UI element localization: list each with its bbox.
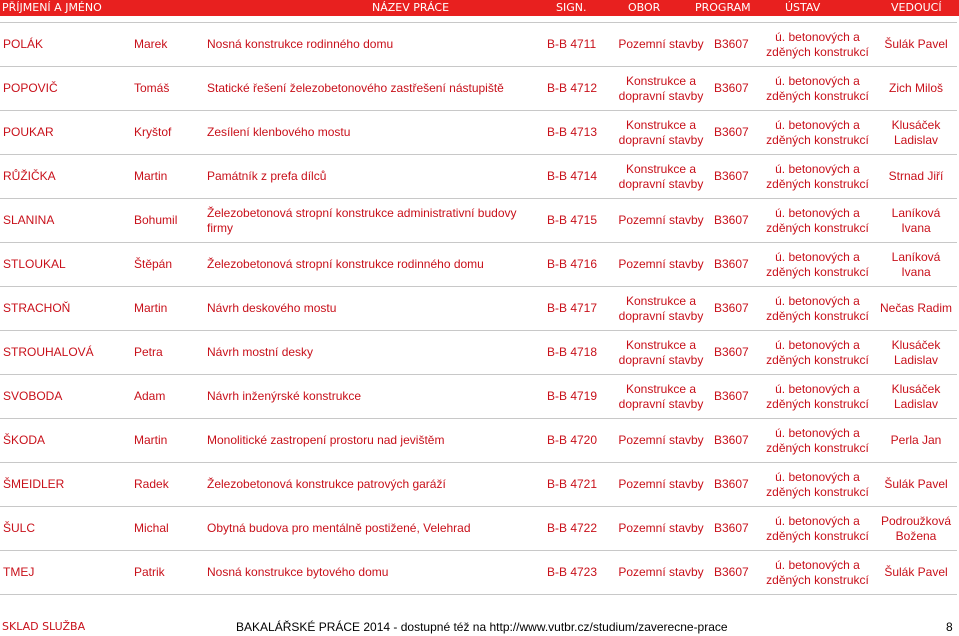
institute-cell: ú. betonových a zděných konstrukcí <box>760 551 874 595</box>
program-cell: B3607 <box>711 155 760 199</box>
header-name: PŘÍJMENÍ A JMÉNO <box>2 1 102 14</box>
header-field: OBOR <box>628 1 661 14</box>
sign-cell: B-B 4714 <box>544 155 610 199</box>
field-cell: Konstrukce a dopravní stavby <box>610 375 711 419</box>
sign-cell: B-B 4719 <box>544 375 610 419</box>
thesis-table <box>0 22 957 595</box>
institute-cell: ú. betonových a zděných konstrukcí <box>760 155 874 199</box>
field-cell: Konstrukce a dopravní stavby <box>610 155 711 199</box>
name-cell: Štěpán <box>131 243 204 287</box>
program-cell: B3607 <box>711 375 760 419</box>
name-cell: Adam <box>131 375 204 419</box>
field-cell: Pozemní stavby <box>610 419 711 463</box>
field-cell: Pozemní stavby <box>610 243 711 287</box>
institute-cell: ú. betonových a zděných konstrukcí <box>760 419 874 463</box>
header-program: PROGRAM <box>695 1 751 14</box>
program-cell: B3607 <box>711 287 760 331</box>
header-institute: ÚSTAV <box>785 1 821 14</box>
name-cell: Tomáš <box>131 67 204 111</box>
table-row <box>0 375 957 419</box>
institute-cell: ú. betonových a zděných konstrukcí <box>760 507 874 551</box>
program-cell: B3607 <box>711 507 760 551</box>
institute-cell: ú. betonových a zděných konstrukcí <box>760 199 874 243</box>
table-row <box>0 419 957 463</box>
institute-cell: ú. betonových a zděných konstrukcí <box>760 331 874 375</box>
surname-cell: RŮŽIČKA <box>0 155 131 199</box>
field-cell: Konstrukce a dopravní stavby <box>610 111 711 155</box>
institute-cell: ú. betonových a zděných konstrukcí <box>760 23 874 67</box>
supervisor-cell: Klusáček Ladislav <box>874 375 957 419</box>
surname-cell: STROUHALOVÁ <box>0 331 131 375</box>
name-cell: Bohumil <box>131 199 204 243</box>
table-row <box>0 199 957 243</box>
institute-cell: ú. betonových a zděných konstrukcí <box>760 463 874 507</box>
supervisor-cell: Nečas Radim <box>874 287 957 331</box>
sign-cell: B-B 4722 <box>544 507 610 551</box>
page-number: 8 <box>946 620 953 634</box>
program-cell: B3607 <box>711 463 760 507</box>
table-row <box>0 463 957 507</box>
surname-cell: SLANINA <box>0 199 131 243</box>
name-cell: Martin <box>131 287 204 331</box>
footer-left: SKLAD SLUŽBA <box>2 620 86 633</box>
title-cell: Zesílení klenbového mostu <box>204 111 544 155</box>
title-cell: Návrh mostní desky <box>204 331 544 375</box>
institute-cell: ú. betonových a zděných konstrukcí <box>760 287 874 331</box>
sign-cell: B-B 4712 <box>544 67 610 111</box>
table-row <box>0 155 957 199</box>
table-row <box>0 331 957 375</box>
footer-center: BAKALÁŘSKÉ PRÁCE 2014 - dostupné též na http://www.vutbr.cz/studium/zaverecne-prace <box>236 620 728 634</box>
title-cell: Železobetonová stropní konstrukce rodinného domu <box>204 243 544 287</box>
field-cell: Konstrukce a dopravní stavby <box>610 67 711 111</box>
title-cell: Statické řešení železobetonového zastřešení nástupiště <box>204 67 544 111</box>
title-cell: Návrh inženýrské konstrukce <box>204 375 544 419</box>
surname-cell: POLÁK <box>0 23 131 67</box>
sign-cell: B-B 4716 <box>544 243 610 287</box>
supervisor-cell: Laníková Ivana <box>874 243 957 287</box>
program-cell: B3607 <box>711 551 760 595</box>
surname-cell: TMEJ <box>0 551 131 595</box>
column-header-bar <box>0 0 959 16</box>
title-cell: Železobetonová konstrukce patrových garáží <box>204 463 544 507</box>
supervisor-cell: Šulák Pavel <box>874 551 957 595</box>
sign-cell: B-B 4720 <box>544 419 610 463</box>
supervisor-cell: Zich Miloš <box>874 67 957 111</box>
surname-cell: SVOBODA <box>0 375 131 419</box>
surname-cell: ŠMEIDLER <box>0 463 131 507</box>
sign-cell: B-B 4718 <box>544 331 610 375</box>
supervisor-cell: Laníková Ivana <box>874 199 957 243</box>
sign-cell: B-B 4723 <box>544 551 610 595</box>
program-cell: B3607 <box>711 419 760 463</box>
supervisor-cell: Strnad Jiří <box>874 155 957 199</box>
supervisor-cell: Klusáček Ladislav <box>874 111 957 155</box>
table-row <box>0 287 957 331</box>
table-row <box>0 551 957 595</box>
name-cell: Michal <box>131 507 204 551</box>
field-cell: Pozemní stavby <box>610 23 711 67</box>
name-cell: Marek <box>131 23 204 67</box>
title-cell: Návrh deskového mostu <box>204 287 544 331</box>
table-row <box>0 23 957 67</box>
field-cell: Pozemní stavby <box>610 463 711 507</box>
surname-cell: STRACHOŇ <box>0 287 131 331</box>
surname-cell: STLOUKAL <box>0 243 131 287</box>
institute-cell: ú. betonových a zděných konstrukcí <box>760 243 874 287</box>
program-cell: B3607 <box>711 111 760 155</box>
name-cell: Kryštof <box>131 111 204 155</box>
sign-cell: B-B 4715 <box>544 199 610 243</box>
sign-cell: B-B 4717 <box>544 287 610 331</box>
name-cell: Patrik <box>131 551 204 595</box>
table-row <box>0 507 957 551</box>
supervisor-cell: Klusáček Ladislav <box>874 331 957 375</box>
name-cell: Radek <box>131 463 204 507</box>
sign-cell: B-B 4711 <box>544 23 610 67</box>
surname-cell: POUKAR <box>0 111 131 155</box>
supervisor-cell: Šulák Pavel <box>874 463 957 507</box>
sign-cell: B-B 4713 <box>544 111 610 155</box>
title-cell: Nosná konstrukce rodinného domu <box>204 23 544 67</box>
title-cell: Památník z prefa dílců <box>204 155 544 199</box>
program-cell: B3607 <box>711 243 760 287</box>
header-supervisor: VEDOUCÍ <box>891 1 942 14</box>
institute-cell: ú. betonových a zděných konstrukcí <box>760 111 874 155</box>
page-footer <box>0 620 959 636</box>
field-cell: Pozemní stavby <box>610 199 711 243</box>
field-cell: Pozemní stavby <box>610 507 711 551</box>
table-row <box>0 67 957 111</box>
surname-cell: ŠKODA <box>0 419 131 463</box>
field-cell: Konstrukce a dopravní stavby <box>610 331 711 375</box>
header-title: NÁZEV PRÁCE <box>372 1 450 14</box>
program-cell: B3607 <box>711 199 760 243</box>
institute-cell: ú. betonových a zděných konstrukcí <box>760 375 874 419</box>
title-cell: Nosná konstrukce bytového domu <box>204 551 544 595</box>
field-cell: Konstrukce a dopravní stavby <box>610 287 711 331</box>
program-cell: B3607 <box>711 67 760 111</box>
table-row <box>0 111 957 155</box>
supervisor-cell: Šulák Pavel <box>874 23 957 67</box>
program-cell: B3607 <box>711 23 760 67</box>
field-cell: Pozemní stavby <box>610 551 711 595</box>
table-row <box>0 243 957 287</box>
title-cell: Monolitické zastropení prostoru nad jevištěm <box>204 419 544 463</box>
title-cell: Železobetonová stropní konstrukce administrativní budovy firmy <box>204 199 544 243</box>
name-cell: Martin <box>131 155 204 199</box>
supervisor-cell: Podroužková Božena <box>874 507 957 551</box>
sign-cell: B-B 4721 <box>544 463 610 507</box>
surname-cell: POPOVIČ <box>0 67 131 111</box>
header-sign: SIGN. <box>556 1 587 14</box>
name-cell: Petra <box>131 331 204 375</box>
surname-cell: ŠULC <box>0 507 131 551</box>
name-cell: Martin <box>131 419 204 463</box>
title-cell: Obytná budova pro mentálně postižené, Velehrad <box>204 507 544 551</box>
supervisor-cell: Perla Jan <box>874 419 957 463</box>
program-cell: B3607 <box>711 331 760 375</box>
institute-cell: ú. betonových a zděných konstrukcí <box>760 67 874 111</box>
